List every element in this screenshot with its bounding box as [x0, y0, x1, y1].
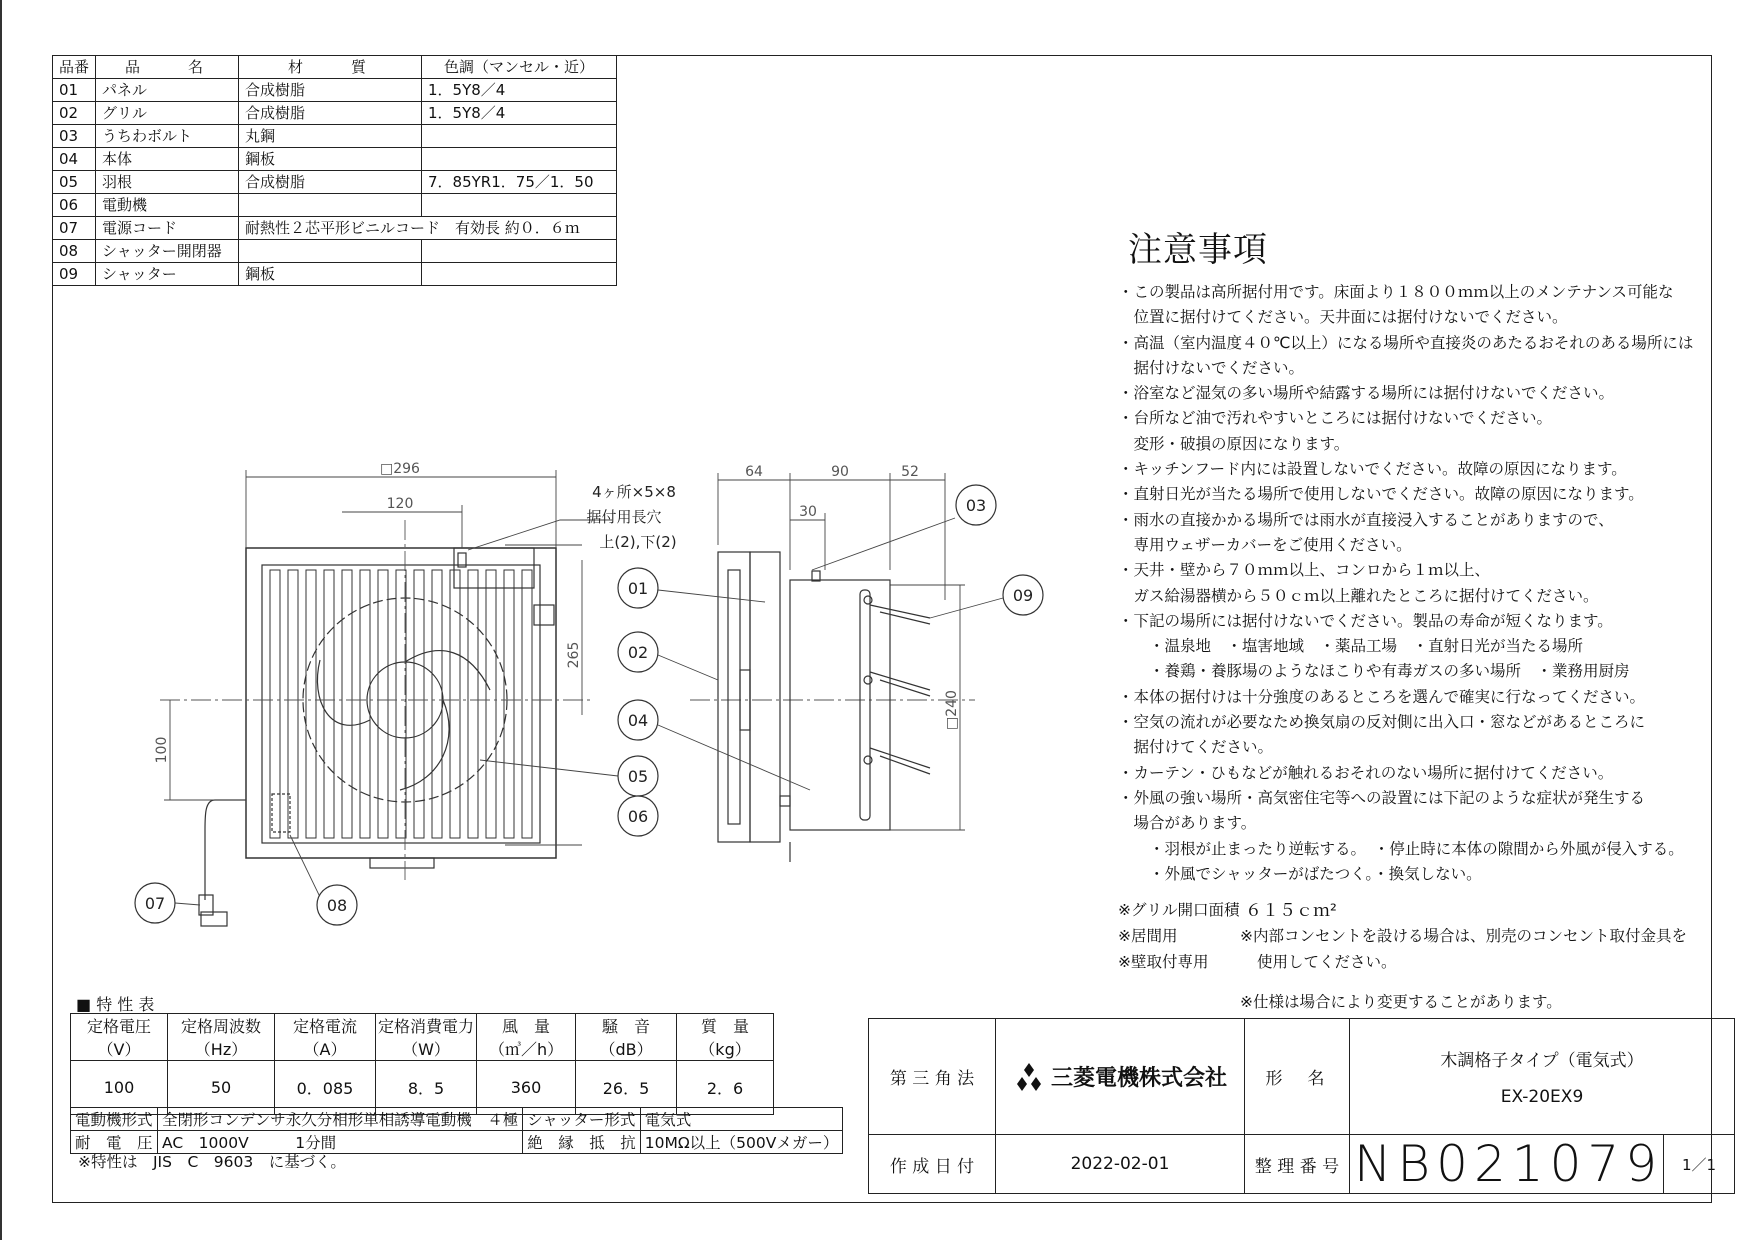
- spec-header-text: 定格消費電力: [378, 1017, 475, 1036]
- name-label: 形 名: [1245, 1019, 1350, 1135]
- motor-table: [70, 1107, 843, 1154]
- spec-frequency: 50: [168, 1061, 275, 1115]
- note-line: ・温泉地 ・塩害地域 ・薬品工場 ・直射日光が当たる場所: [1118, 637, 1584, 656]
- part-material: 丸鋼: [239, 125, 422, 148]
- part-no: 05: [53, 171, 96, 194]
- creation-date: 2022-02-01: [996, 1135, 1245, 1194]
- balloon-02: 02: [627, 643, 649, 662]
- spec-header-current: [275, 1014, 376, 1061]
- spec-header-unit: （kg）: [699, 1040, 751, 1059]
- dim-slot-count: 上(2),下(2): [599, 533, 677, 551]
- notes-title: 注意事項: [1128, 230, 1268, 270]
- spec-header-text: 定格電流: [292, 1017, 357, 1036]
- spec-header-unit: （㎥／h）: [488, 1040, 564, 1059]
- spec-note: ※特性は JIS C 9603 に基づく。: [78, 1153, 346, 1171]
- spec-header-airflow: [477, 1014, 576, 1061]
- note-line: ・この製品は高所据付用です。床面より１８００ｍｍ以上のメンテナンス可能な: [1118, 283, 1674, 301]
- spec-change-note: ※仕様は場合により変更することがあります。: [1240, 993, 1562, 1011]
- balloon-03: 03: [965, 496, 987, 515]
- center-lines: [160, 520, 975, 880]
- shutter-type-value: 電気式: [640, 1108, 843, 1131]
- part-name: うちわボルト: [96, 125, 239, 148]
- spec-header-unit: （W）: [402, 1040, 450, 1059]
- note-line: ・浴室など湿気の多い場所や結露する場所には据付けないでください。: [1118, 384, 1615, 403]
- three-diamonds-icon: [1013, 1063, 1045, 1091]
- front-view: [199, 548, 556, 926]
- spec-header-unit: （dB）: [599, 1040, 653, 1059]
- spec-header-unit: （Hz）: [194, 1040, 248, 1059]
- part-name: 電源コード: [96, 217, 239, 240]
- note-line: ・天井・壁から７０ｍｍ以上、コンロから１ｍ以上、: [1118, 561, 1491, 580]
- part-material: 耐熱性２芯平形ビニルコード 有効長 約０．６ｍ: [239, 217, 617, 240]
- spec-header-unit: （A）: [303, 1040, 347, 1059]
- spec-header-text: 騒 音: [602, 1017, 651, 1036]
- company-name: 三菱電機株式会社: [1050, 1066, 1227, 1091]
- grille-area-label: ※グリル開口面積: [1118, 901, 1240, 919]
- balloon-labels: [145, 496, 1033, 915]
- motor-type-label: 電動機形式: [71, 1108, 158, 1131]
- part-no: 04: [53, 148, 96, 171]
- spec-header-text: 風 量: [502, 1017, 551, 1036]
- spec-header-voltage: [71, 1014, 168, 1061]
- part-no: 01: [53, 79, 96, 102]
- balloon-05: 05: [627, 767, 649, 786]
- balloon-06: 06: [627, 807, 649, 826]
- outlet-note-2: 使用してください。: [1257, 953, 1397, 971]
- insulation-value: 10MΩ以上（500Vメガー）: [640, 1131, 843, 1154]
- model-number: EX-20EX9: [1500, 1087, 1584, 1107]
- part-no: 06: [53, 194, 96, 217]
- leader-lines: [175, 518, 1003, 905]
- projection-label: 第 三 角 法: [869, 1019, 996, 1135]
- note-line: ・雨水の直接かかる場所では雨水が直接浸入することがありますので、: [1118, 510, 1614, 529]
- note-line: 場合があります。: [1118, 814, 1257, 833]
- part-color: 1．5Y8／4: [422, 102, 617, 125]
- part-no: 02: [53, 102, 96, 125]
- part-color: 7．85YR1．75／1．50: [422, 171, 617, 194]
- motor-type-value: 全閉形コンデンサ永久分相形単相誘導電動機 ４極: [158, 1108, 523, 1131]
- part-name: グリル: [96, 102, 239, 125]
- part-name: 羽根: [96, 171, 239, 194]
- balloon-01: 01: [627, 579, 649, 598]
- spec-header-mass: [677, 1014, 774, 1061]
- part-material: 合成樹脂: [239, 79, 422, 102]
- parts-header-color: 色調（マンセル・近）: [422, 56, 617, 79]
- spec-header-text: 質 量: [701, 1017, 750, 1036]
- outlet-note-1: ※内部コンセントを設ける場合は、別売のコンセント取付金具を: [1240, 927, 1687, 945]
- part-color: 1．5Y8／4: [422, 79, 617, 102]
- note-line: ・台所など油で汚れやすいところには据付けないでください。: [1118, 409, 1553, 428]
- spec-header-power: [376, 1014, 477, 1061]
- part-no: 03: [53, 125, 96, 148]
- balloon-07: 07: [144, 894, 166, 913]
- company-logo: [996, 1061, 1244, 1092]
- part-name: シャッター: [96, 263, 239, 286]
- grille-louvers: [270, 570, 532, 838]
- wall-mount: ※壁取付専用: [1118, 953, 1209, 971]
- note-line: 専用ウェザーカバーをご使用ください。: [1118, 535, 1412, 554]
- dim-120: 120: [386, 496, 414, 512]
- part-name: 本体: [96, 148, 239, 171]
- grille-area-value: ６１５ｃｍ²: [1245, 901, 1337, 921]
- note-line: ・高温（室内温度４０℃以上）になる場所や直接炎のあたるおそれのある場所には: [1118, 333, 1694, 352]
- dim-30: 30: [799, 504, 817, 520]
- dim-296: □296: [380, 461, 420, 477]
- table-row: [71, 1108, 843, 1131]
- dim-240: □240: [944, 690, 960, 730]
- number-label: 整 理 番 号: [1245, 1135, 1350, 1194]
- title-block: [868, 1018, 1735, 1194]
- balloon-04: 04: [627, 711, 649, 730]
- parts-header-no: 品番: [53, 56, 96, 79]
- spec-airflow: 360: [477, 1061, 576, 1115]
- part-no: 08: [53, 240, 96, 263]
- note-line: 据付けないでください。: [1118, 358, 1305, 377]
- dim-100: 100: [154, 736, 170, 764]
- title-row-1: [869, 1019, 1735, 1135]
- withstand-value: AC 1000V 1分間: [158, 1131, 523, 1154]
- spec-current: 0．085: [275, 1061, 376, 1115]
- spec-power: 8．5: [376, 1061, 477, 1115]
- dimension-lines: [164, 470, 965, 845]
- title-row-2: [869, 1135, 1735, 1194]
- spec-header-noise: [576, 1014, 677, 1061]
- note-line: ・直射日光が当たる場所で使用しないでください。故障の原因になります。: [1118, 485, 1644, 504]
- spec-voltage: 100: [71, 1061, 168, 1115]
- dim-265: 265: [566, 641, 582, 669]
- spec-mass: 2．6: [677, 1061, 774, 1115]
- spec-header-text: 定格周波数: [180, 1017, 261, 1036]
- note-line: ・キッチンフード内には設置しないでください。故障の原因になります。: [1118, 460, 1627, 479]
- specs-table: [70, 1013, 774, 1115]
- shutter-type-label: シャッター形式: [523, 1108, 641, 1131]
- balloon-08: 08: [326, 896, 348, 915]
- specs-title: ■ 特 性 表: [76, 995, 155, 1014]
- part-material: 合成樹脂: [239, 102, 422, 125]
- date-label: 作 成 日 付: [869, 1135, 996, 1194]
- part-material: 鋼板: [239, 263, 422, 286]
- withstand-label: 耐 電 圧: [71, 1131, 158, 1154]
- parts-header-material: 材 質: [239, 56, 422, 79]
- drawing-number: NB021079: [1354, 1135, 1664, 1193]
- spec-noise: 26．5: [576, 1061, 677, 1115]
- side-view: [718, 552, 930, 862]
- room-use: ※居間用: [1118, 927, 1178, 945]
- note-line: ガス給湯器横から５０ｃｍ以上離れたところに据付けてください。: [1118, 586, 1599, 605]
- note-line: 変形・破損の原因になります。: [1118, 434, 1350, 453]
- part-no: 09: [53, 263, 96, 286]
- part-name: 電動機: [96, 194, 239, 217]
- dim-slot: 4ヶ所×5×8: [592, 483, 676, 501]
- dim-64: 64: [745, 464, 763, 480]
- note-line: ・カーテン・ひもなどが触れるおそれのない場所に据付けてください。: [1118, 763, 1614, 782]
- product-cell: [1350, 1019, 1735, 1135]
- sheet-number: 1／1: [1664, 1135, 1735, 1194]
- note-line: 位置に据付けてください。天井面には据付けないでください。: [1118, 308, 1568, 327]
- note-line: ・下記の場所には据付けないでください。製品の寿命が短くなります。: [1118, 611, 1613, 630]
- specs-header-row: [71, 1014, 774, 1061]
- note-line: ・養鶏・養豚場のようなほこりや有毒ガスの多い場所 ・業務用厨房: [1118, 662, 1630, 681]
- spec-header-frequency: [168, 1014, 275, 1061]
- dim-52: 52: [901, 464, 919, 480]
- dimension-labels: [154, 461, 960, 763]
- parts-header-name: 品 名: [96, 56, 239, 79]
- note-line: ・空気の流れが必要なため換気扇の反対側に出入口・窓などがあるところに: [1118, 713, 1646, 732]
- note-line: 据付けてください。: [1118, 738, 1274, 757]
- part-name: パネル: [96, 79, 239, 102]
- dim-90: 90: [831, 464, 849, 480]
- spec-header-unit: （V）: [97, 1040, 141, 1059]
- company-cell: [996, 1019, 1245, 1135]
- part-material: 鋼板: [239, 148, 422, 171]
- balloon-09: 09: [1012, 586, 1034, 605]
- spec-header-text: 定格電圧: [86, 1017, 151, 1036]
- product-name: 木調格子タイプ（電気式）: [1440, 1051, 1644, 1071]
- part-no: 07: [53, 217, 96, 240]
- drawing-number-cell: [1350, 1135, 1664, 1194]
- note-line: ・外風でシャッターがばたつく。・換気しない。: [1118, 864, 1482, 883]
- part-material: 合成樹脂: [239, 171, 422, 194]
- note-line: ・本体の据付けは十分強度のあるところを選んで確実に行なってください。: [1118, 687, 1646, 706]
- balloon-circles: [135, 485, 1043, 925]
- part-name: シャッター開閉器: [96, 240, 239, 263]
- insulation-label: 絶 縁 抵 抗: [523, 1131, 641, 1154]
- note-line: ・羽根が止まったり逆転する。 ・停止時に本体の隙間から外風が侵入する。: [1118, 839, 1684, 858]
- note-line: ・外風の強い場所・高気密住宅等への設置には下記のような症状が発生する: [1118, 788, 1646, 807]
- dim-slot-label: 据付用長穴: [586, 508, 662, 526]
